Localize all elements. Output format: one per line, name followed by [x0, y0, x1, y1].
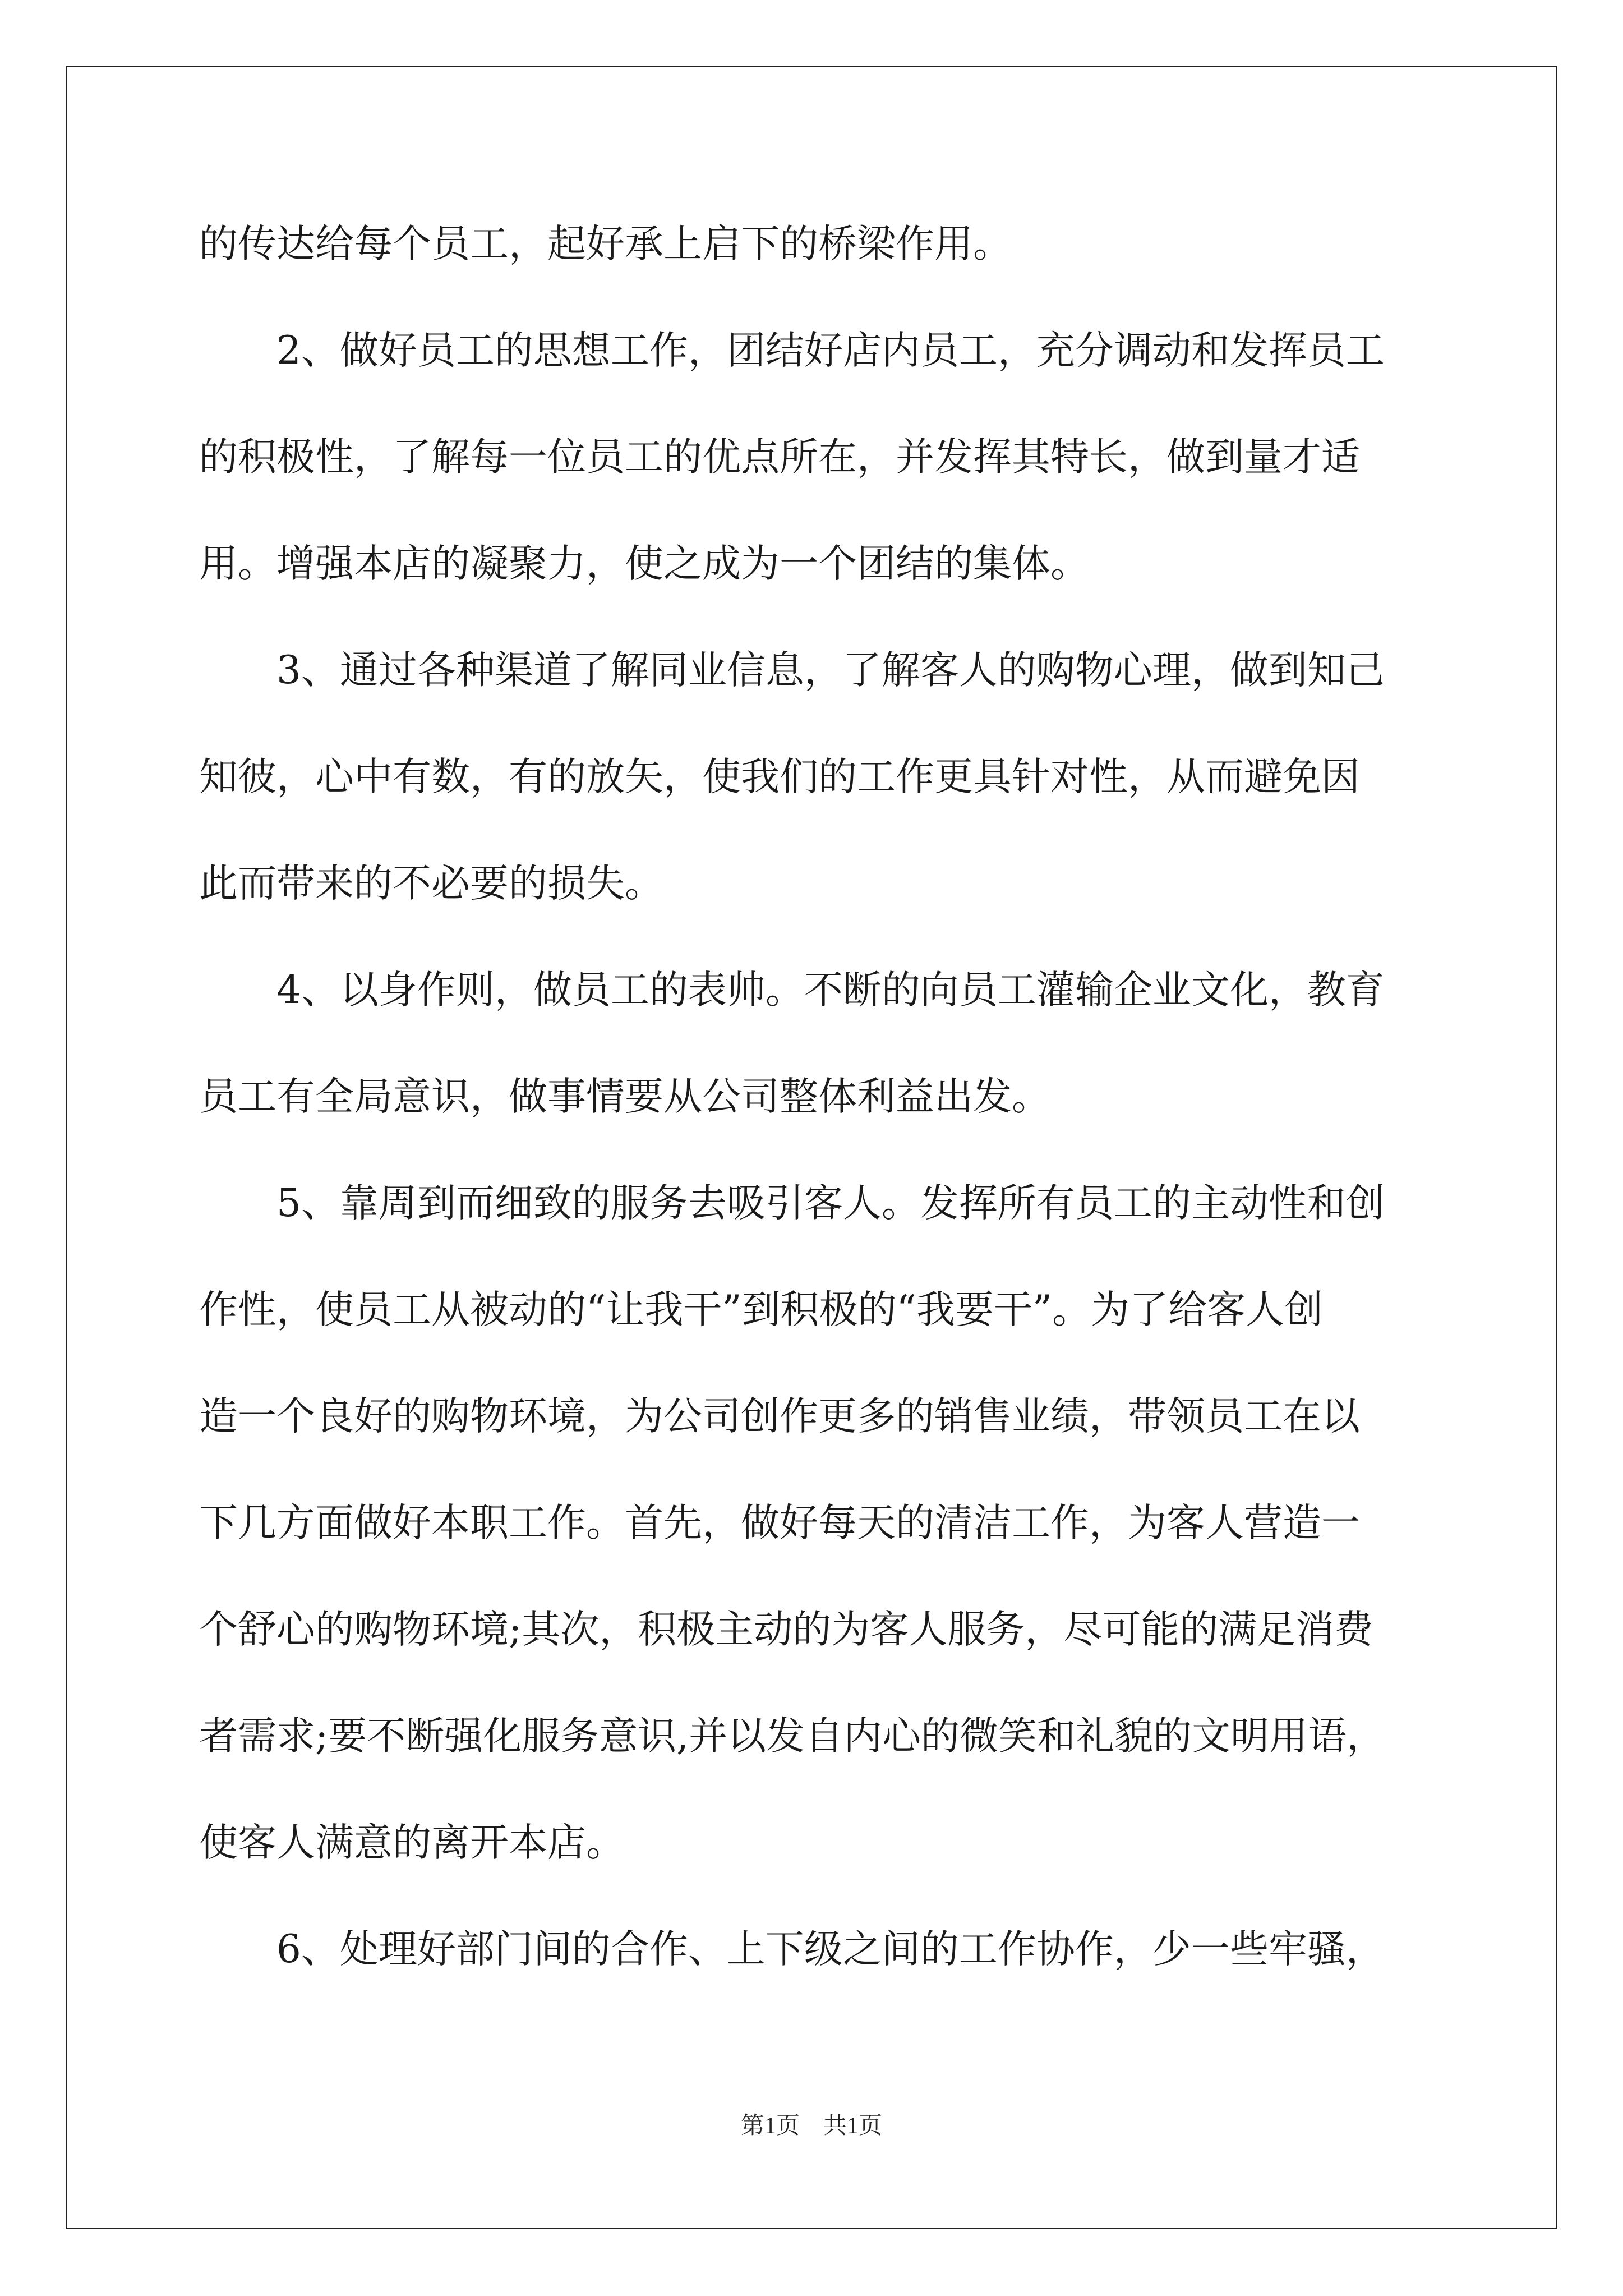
text-line: 使客人满意的离开本店。 [199, 1820, 625, 1865]
text-line: 的积极性，了解每一位员工的优点所在，并发挥其特长，做到量才适 [199, 435, 1360, 480]
text-line: 造一个良好的购物环境，为公司创作更多的销售业绩，带领员工在以 [199, 1394, 1360, 1439]
text-line: 员工有全局意识，做事情要从公司整体利益出发。 [199, 1074, 1050, 1119]
text-line: 者需求;要不断强化服务意识,并以发自内心的微笑和礼貌的文明用语， [199, 1714, 1386, 1759]
text-line: 2、做好员工的思想工作，团结好店内员工，充分调动和发挥员工 [276, 328, 1385, 373]
page-number-footer: 第1页 共1页 [740, 2113, 882, 2139]
text-line: 6、处理好部门间的合作、上下级之间的工作协作，少一些牢骚， [276, 1927, 1385, 1972]
text-line: 用。增强本店的凝聚力，使之成为一个团结的集体。 [199, 541, 1089, 586]
document-body [199, 213, 1433, 2025]
text-line: 个舒心的购物环境;其次，积极主动的为客人服务，尽可能的满足消费 [199, 1607, 1373, 1652]
text-line: 作性，使员工从被动的“让我干”到积极的“我要干”。为了给客人创 [199, 1287, 1324, 1332]
text-line: 此而带来的不必要的损失。 [199, 861, 663, 906]
text-line: 5、靠周到而细致的服务去吸引客人。发挥所有员工的主动性和创 [276, 1181, 1385, 1226]
text-line: 下几方面做好本职工作。首先，做好每天的清洁工作，为客人营造一 [199, 1501, 1360, 1545]
text-line: 3、通过各种渠道了解同业信息，了解客人的购物心理，做到知己 [276, 648, 1385, 693]
text-line: 4、以身作则，做员工的表帅。不断的向员工灌输企业文化，教育 [276, 968, 1385, 1013]
text-line: 知彼，心中有数，有的放矢，使我们的工作更具针对性，从而避免因 [199, 754, 1360, 799]
text-line: 的传达给每个员工，起好承上启下的桥梁作用。 [199, 222, 1012, 266]
